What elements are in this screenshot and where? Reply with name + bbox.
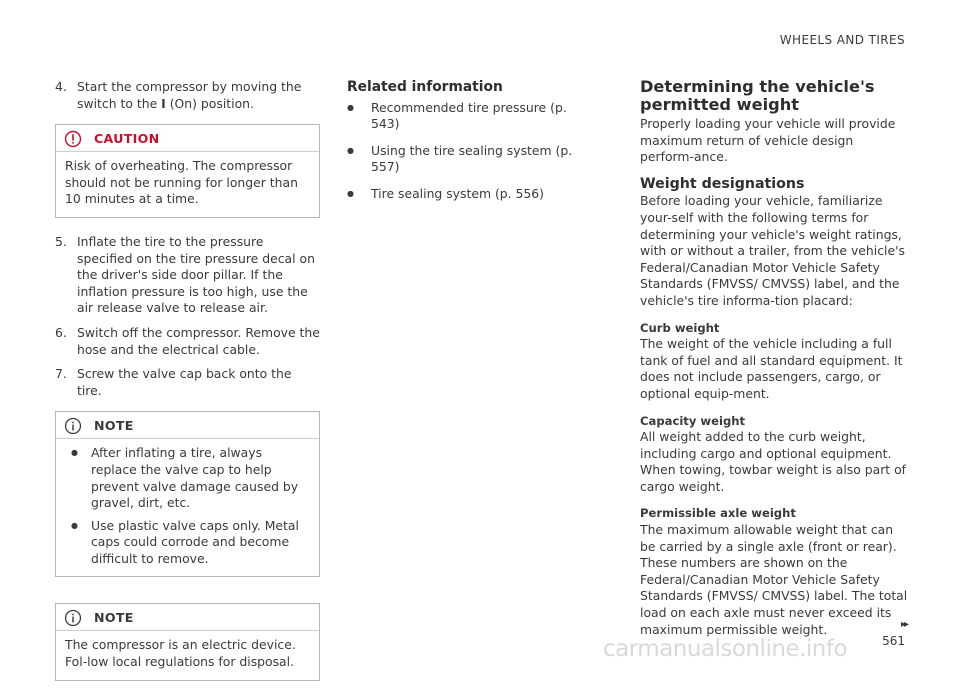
related-link[interactable] <box>347 143 592 176</box>
info-icon <box>64 417 82 435</box>
step-text: Inflate the tire to the pressure specified on the tire pressure decal on the driver's side door pillar. If the inflation pressure is too high, use the air release valve to release air. <box>77 233 315 316</box>
bullet-text: After inflating a tire, always replace the valve cap to help prevent valve damage caused by gravel, dirt, etc. <box>91 445 299 511</box>
bullet-icon <box>347 143 371 176</box>
term-heading: Capacity weight <box>640 413 746 428</box>
caution-box <box>55 124 320 218</box>
bullet-icon <box>347 100 371 133</box>
step-number: 6. <box>55 324 67 340</box>
column-right <box>640 78 908 638</box>
continue-arrow-icon: ▸▸ <box>900 619 907 630</box>
info-icon <box>64 609 82 627</box>
step-5 <box>55 234 320 317</box>
note-title: NOTE <box>94 418 134 434</box>
related-information-heading: Related information <box>347 79 503 95</box>
note-text: The compressor is an electric device. Fol-low local regulations for disposal. <box>65 637 296 670</box>
column-left <box>55 79 320 697</box>
subsection-text: Before loading your vehicle, familiarize your-self with the following terms for determining your vehicle's weight ratings, with or without a trailer, from the vehicle's Federal/Canadian Motor Vehicle Safety Standards (FMVSS/ CMVSS) label, and the vehicle's tire informa-tion placard: <box>640 193 905 308</box>
term-heading: Permissible axle weight <box>640 506 796 521</box>
list-item <box>65 518 310 568</box>
caution-title: CAUTION <box>94 130 160 146</box>
section-intro: Properly loading your vehicle will provide maximum return of vehicle design perform-ance. <box>640 116 896 165</box>
running-header: WHEELS AND TIRES <box>779 33 905 47</box>
step-text: Switch off the compressor. Remove the hose and the electrical cable. <box>77 324 320 357</box>
step-number: 7. <box>55 366 67 382</box>
term-definition: The weight of the vehicle including a full tank of fuel and all standard equipment. It does not include passengers, cargo, or optional equip-ment. <box>640 336 903 401</box>
note-title: NOTE <box>94 610 134 626</box>
step-number: 4. <box>55 79 67 94</box>
note-header <box>56 412 319 439</box>
step-text: Start the compressor by moving the switch to the I (On) position. <box>77 79 302 111</box>
note-body <box>56 439 319 576</box>
step-6 <box>55 325 320 358</box>
column-middle <box>347 79 592 215</box>
step-text: Screw the valve cap back onto the tire. <box>77 366 292 398</box>
section-title: Determining the vehicle's permitted weight <box>640 77 875 114</box>
bullet-text: Use plastic valve caps only. Metal caps could corrode and become difficult to remove. <box>91 517 299 566</box>
bullet-icon <box>347 186 371 205</box>
related-link[interactable] <box>347 100 592 133</box>
caution-header <box>56 125 319 152</box>
term-heading: Curb weight <box>640 320 720 335</box>
watermark: carmanualsonline.info <box>603 636 848 662</box>
step-7 <box>55 366 320 399</box>
term-definition: The maximum allowable weight that can be carried by a single axle (front or rear). These numbers are shown on the Federal/Canadian Motor Vehicle Safety Standards (FMVSS/ CMVSS) label. The total load on each axle must never exceed its maximum permissible weight. <box>640 522 908 637</box>
step-4 <box>55 79 320 112</box>
warning-icon <box>64 130 82 148</box>
step-number: 5. <box>55 233 67 249</box>
related-link-text[interactable]: Tire sealing system (p. 556) <box>371 185 545 201</box>
bullet-icon <box>65 518 91 568</box>
related-link[interactable] <box>347 186 592 205</box>
term-definition: All weight added to the curb weight, including cargo and optional equipment. When towing, towbar weight is also part of cargo weight. <box>640 429 907 494</box>
note-header <box>56 604 319 631</box>
related-link-text[interactable]: Recommended tire pressure (p. 543) <box>371 99 567 132</box>
note-box-disposal <box>55 603 320 680</box>
related-link-text[interactable]: Using the tire sealing system (p. 557) <box>371 142 573 175</box>
caution-text: Risk of overheating. The compressor should not be running for longer than 10 minutes at a time. <box>65 158 298 207</box>
subsection-title: Weight designations <box>640 175 805 192</box>
note-box <box>55 411 320 577</box>
bullet-icon <box>65 445 91 511</box>
list-item <box>65 445 310 511</box>
page-number: 561 <box>882 634 905 648</box>
